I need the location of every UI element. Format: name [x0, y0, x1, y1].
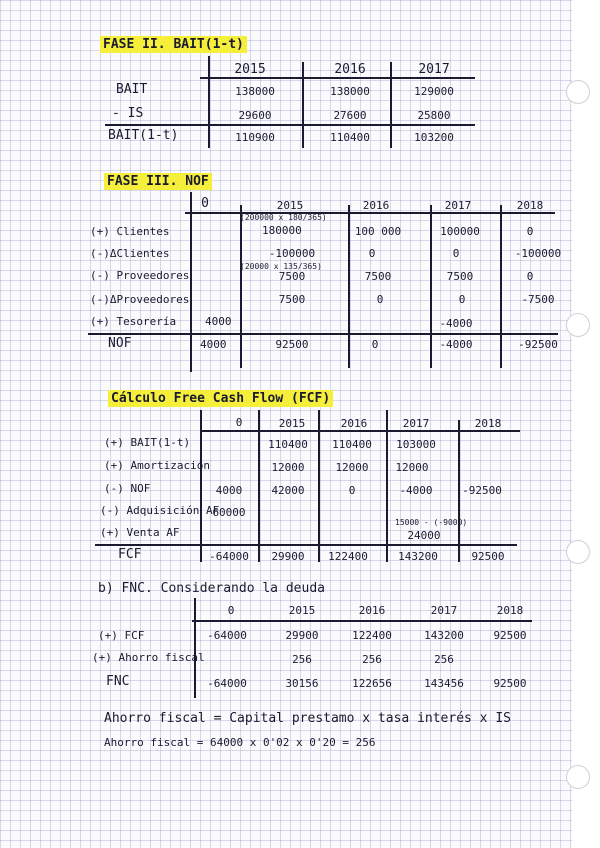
table-cell: 0: [368, 247, 376, 260]
page-right-edge: [572, 0, 600, 848]
table-cell: 0: [452, 247, 460, 260]
table-cell: 92500: [275, 338, 309, 351]
table-cell: 143200: [398, 550, 438, 563]
year-header: 2015: [278, 417, 306, 430]
table-rule: [88, 333, 558, 335]
row-label: (+) Venta AF: [100, 526, 180, 539]
table-cell: 4000: [215, 484, 243, 497]
row-label: FNC: [106, 674, 130, 689]
table-cell: 0: [458, 293, 466, 306]
table-cell: 7500: [278, 293, 306, 306]
table-cell: 92500: [471, 550, 505, 563]
binder-hole: [566, 313, 590, 337]
section-title: Cálculo Free Cash Flow (FCF): [108, 390, 333, 407]
table-cell: 42000: [271, 484, 305, 497]
table-cell: 100000: [440, 225, 480, 238]
table-cell: 0: [376, 293, 384, 306]
table-cell: 92500: [493, 677, 527, 690]
table-rule: [200, 77, 475, 79]
year-header: 2017: [418, 62, 450, 77]
year-header: 2018: [474, 417, 502, 430]
table-cell: 129000: [414, 85, 454, 98]
table-cell: 256: [362, 653, 382, 666]
table-rule: [240, 205, 242, 368]
table-cell: -4000: [439, 338, 473, 351]
table-cell: 27600: [333, 109, 367, 122]
table-cell: 4000: [200, 338, 227, 351]
row-label: - IS: [112, 106, 144, 121]
table-cell: 12000: [335, 461, 369, 474]
year-header: 2018: [516, 199, 544, 212]
table-cell: -7500: [521, 293, 555, 306]
row-label: (+) Tesorería: [90, 315, 177, 328]
year-header: 0: [227, 604, 235, 617]
table-cell: -92500: [462, 484, 502, 497]
table-cell: -100000: [268, 247, 316, 260]
year-header: 2017: [444, 199, 472, 212]
table-cell: 29900: [285, 629, 319, 642]
binder-hole: [566, 80, 590, 104]
table-cell: 138000: [330, 85, 370, 98]
table-cell: 7500: [446, 270, 474, 283]
table-cell: 12000: [395, 461, 429, 474]
table-rule: [192, 620, 532, 622]
table-cell: 122656: [352, 677, 392, 690]
table-cell: -4000: [439, 317, 473, 330]
year-header: 2016: [334, 62, 366, 77]
row-label: (-) Proveedores: [90, 269, 190, 282]
table-rule: [194, 598, 196, 698]
table-cell: 92500: [493, 629, 527, 642]
table-rule: [95, 544, 517, 546]
table-cell: 143200: [424, 629, 464, 642]
table-rule: [208, 56, 210, 148]
table-cell: 0: [348, 484, 356, 497]
table-cell: 4000: [205, 315, 232, 328]
table-cell: 122400: [352, 629, 392, 642]
table-cell: 256: [434, 653, 454, 666]
table-cell: 24000: [407, 529, 441, 542]
calc-note: (200000 x 180/365): [240, 213, 327, 222]
section-title: b) FNC. Considerando la deuda: [98, 581, 325, 596]
table-cell: 103200: [414, 131, 454, 144]
table-rule: [200, 430, 520, 432]
table-cell: 110400: [332, 438, 372, 451]
table-cell: 103000: [396, 438, 436, 451]
row-label: (+) FCF: [98, 629, 145, 642]
table-cell: 256: [292, 653, 312, 666]
table-cell: 29900: [271, 550, 305, 563]
binder-hole: [566, 540, 590, 564]
binder-hole: [566, 765, 590, 789]
table-cell: 0: [371, 338, 379, 351]
table-cell: 138000: [235, 85, 275, 98]
calc-note: 15000 - (-9000): [395, 518, 468, 527]
row-label: (+) Amortización: [104, 459, 210, 472]
table-cell: 25800: [417, 109, 451, 122]
year-header: 2016: [358, 604, 386, 617]
year-header: 2017: [430, 604, 458, 617]
table-cell: -4000: [399, 484, 433, 497]
year-header: 2015: [276, 199, 304, 212]
calc-note: 180000: [262, 224, 302, 237]
table-cell: 110400: [268, 438, 308, 451]
year-header: 2017: [402, 417, 430, 430]
row-label: (-) NOF: [104, 482, 151, 495]
row-label: (+) BAIT(1-t): [104, 436, 191, 449]
table-cell: 0: [526, 225, 534, 238]
year-header: 2016: [362, 199, 390, 212]
table-cell: 143456: [424, 677, 464, 690]
table-cell: 7500: [364, 270, 392, 283]
table-cell: 110900: [235, 131, 275, 144]
table-cell: 12000: [271, 461, 305, 474]
row-label: NOF: [108, 336, 132, 351]
year-header: 2015: [288, 604, 316, 617]
row-label: FCF: [118, 547, 142, 562]
row-label: BAIT(1-t): [108, 128, 179, 143]
year-header: 2016: [340, 417, 368, 430]
year-header: 2015: [234, 62, 266, 77]
table-rule: [390, 62, 392, 148]
table-cell: 0: [526, 270, 534, 283]
year-header: 2018: [496, 604, 524, 617]
table-rule: [302, 62, 304, 148]
section-title: FASE III. NOF: [104, 173, 212, 190]
table-rule: [105, 124, 475, 126]
year-header: 0: [235, 416, 243, 429]
section-title: FASE II. BAIT(1-t): [100, 36, 247, 53]
calc-note: (20000 x 135/365): [240, 262, 322, 271]
table-cell: -92500: [518, 338, 558, 351]
row-label: (+) Clientes: [90, 225, 170, 238]
table-cell: -100000: [514, 247, 562, 260]
row-label: BAIT: [116, 82, 148, 97]
table-cell: 60000: [212, 506, 246, 519]
table-cell: -64000: [207, 677, 247, 690]
table-cell: 29600: [238, 109, 272, 122]
table-cell: 100 000: [354, 225, 402, 238]
year-header: 0: [201, 196, 209, 211]
row-label: (-) Adquisición AF: [100, 504, 220, 517]
table-cell: 110400: [330, 131, 370, 144]
table-cell: -64000: [207, 629, 247, 642]
table-cell: 30156: [285, 677, 319, 690]
table-cell: 7500: [278, 270, 306, 283]
table-cell: -64000: [209, 550, 249, 563]
row-label: (+) Ahorro fiscal: [92, 651, 205, 664]
row-label: (-)ΔClientes: [90, 247, 170, 260]
formula-line: Ahorro fiscal = Capital prestamo x tasa interés x IS: [104, 711, 511, 726]
formula-line: Ahorro fiscal = 64000 x 0'02 x 0'20 = 256: [104, 736, 376, 749]
row-label: (-)ΔProveedores: [90, 293, 190, 306]
table-rule: [318, 410, 320, 562]
table-cell: 122400: [328, 550, 368, 563]
table-rule: [190, 192, 192, 372]
